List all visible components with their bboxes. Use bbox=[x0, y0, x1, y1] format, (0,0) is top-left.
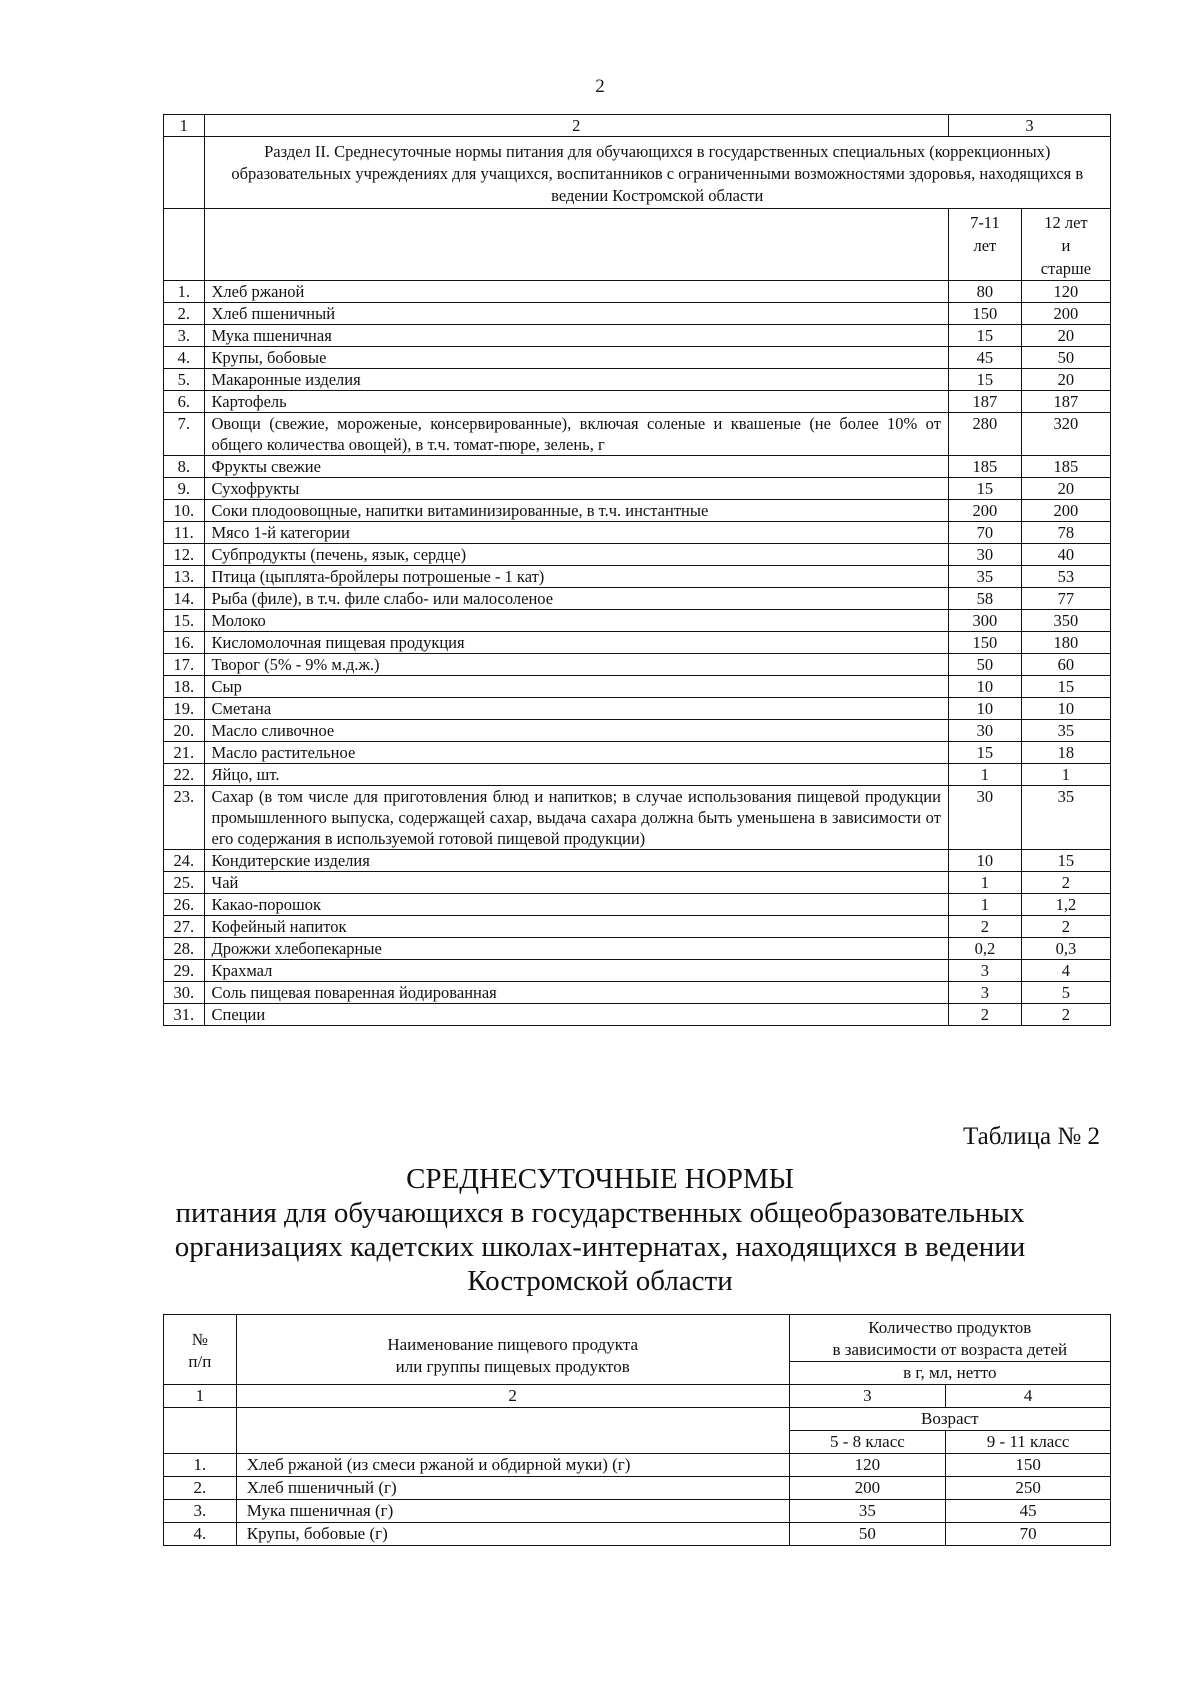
product-name: Творог (5% - 9% м.д.ж.) bbox=[204, 654, 948, 676]
age-5-8-header: 5 - 8 класс bbox=[789, 1431, 946, 1454]
row-number: 31. bbox=[164, 1004, 205, 1026]
age-12-plus-header bbox=[1021, 209, 1110, 281]
value-12-plus: 50 bbox=[1021, 347, 1110, 369]
table-row bbox=[164, 698, 1111, 720]
table-row bbox=[164, 894, 1111, 916]
product-name: Кондитерские изделия bbox=[204, 850, 948, 872]
row-number: 12. bbox=[164, 544, 205, 566]
value-7-11: 280 bbox=[948, 413, 1021, 456]
section-title: Раздел II. Среднесуточные нормы питания для обучающихся в государственных специальных (коррекционных) образовательных учреждениях для учащихся, воспитанников с ограниченными возможностями здоровья, находящихся в ведении Костромской области bbox=[204, 137, 1111, 209]
table-row bbox=[164, 938, 1111, 960]
value-7-11: 80 bbox=[948, 281, 1021, 303]
row-number: 11. bbox=[164, 522, 205, 544]
age-label-row bbox=[164, 1408, 1111, 1431]
row-number: 2. bbox=[164, 1477, 237, 1500]
name-header-line2: или группы пищевых продуктов bbox=[395, 1356, 630, 1376]
name-header-line1: Наименование пищевого продукта bbox=[387, 1334, 639, 1354]
col-number-4: 4 bbox=[946, 1385, 1111, 1408]
value-7-11: 45 bbox=[948, 347, 1021, 369]
value-12-plus: 35 bbox=[1021, 786, 1110, 850]
units-header: в г, мл, нетто bbox=[789, 1362, 1110, 1385]
age-7-11-header: 7-11 лет bbox=[948, 209, 1021, 281]
product-name: Макаронные изделия bbox=[204, 369, 948, 391]
table-row bbox=[164, 654, 1111, 676]
table-row bbox=[164, 676, 1111, 698]
table-row bbox=[164, 303, 1111, 325]
row-number: 1. bbox=[164, 1454, 237, 1477]
table-2-subtitle-line1: питания для обучающихся в государственных общеобразовательных bbox=[175, 1197, 1025, 1229]
row-number: 6. bbox=[164, 391, 205, 413]
row-number: 7. bbox=[164, 413, 205, 456]
table-row bbox=[164, 369, 1111, 391]
row-number: 5. bbox=[164, 369, 205, 391]
table-row bbox=[164, 1500, 1111, 1523]
product-name: Птица (цыплята-бройлеры потрошеные - 1 кат) bbox=[204, 566, 948, 588]
nutrition-norms-table-2 bbox=[163, 1314, 1111, 1546]
table-row bbox=[164, 960, 1111, 982]
table-row bbox=[164, 391, 1111, 413]
value-7-11: 1 bbox=[948, 894, 1021, 916]
table-2-label: Таблица № 2 bbox=[962, 1123, 1100, 1150]
value-7-11: 300 bbox=[948, 610, 1021, 632]
table-row bbox=[164, 413, 1111, 456]
product-name: Картофель bbox=[204, 391, 948, 413]
value-7-11: 15 bbox=[948, 369, 1021, 391]
table-row bbox=[164, 872, 1111, 894]
age-12-line3: старше bbox=[1040, 259, 1092, 278]
table-row bbox=[164, 632, 1111, 654]
row-number: 21. bbox=[164, 742, 205, 764]
value-7-11: 10 bbox=[948, 698, 1021, 720]
row-number: 8. bbox=[164, 456, 205, 478]
table-row bbox=[164, 1523, 1111, 1546]
age-label: Возраст bbox=[789, 1408, 1110, 1431]
value-7-11: 58 bbox=[948, 588, 1021, 610]
row-number: 9. bbox=[164, 478, 205, 500]
value-7-11: 2 bbox=[948, 916, 1021, 938]
product-name: Хлеб пшеничный bbox=[204, 303, 948, 325]
table-2-subtitle-line3: Костромской области bbox=[467, 1265, 733, 1297]
product-name: Сахар (в том числе для приготовления блюд и напитков; в случае использования пищевой продукции промышленного выпуска, содержащей сахар, выдача сахара должна быть уменьшена в зависимости от его содержания в используемой готовой пищевой продукции) bbox=[204, 786, 948, 850]
value-12-plus: 350 bbox=[1021, 610, 1110, 632]
value-7-11: 30 bbox=[948, 720, 1021, 742]
product-name: Хлеб ржаной (из смеси ржаной и обдирной муки) (г) bbox=[236, 1454, 789, 1477]
value-12-plus: 320 bbox=[1021, 413, 1110, 456]
value-7-11: 2 bbox=[948, 1004, 1021, 1026]
num-header bbox=[164, 1315, 237, 1385]
value-12-plus: 120 bbox=[1021, 281, 1110, 303]
product-name: Специи bbox=[204, 1004, 948, 1026]
table-row bbox=[164, 544, 1111, 566]
value-12-plus: 20 bbox=[1021, 369, 1110, 391]
product-name: Крупы, бобовые bbox=[204, 347, 948, 369]
row-number: 4. bbox=[164, 1523, 237, 1546]
value-12-plus: 10 bbox=[1021, 698, 1110, 720]
product-name: Соль пищевая поваренная йодированная bbox=[204, 982, 948, 1004]
table-row bbox=[164, 982, 1111, 1004]
section-title-row bbox=[164, 137, 1111, 209]
value-9-11: 250 bbox=[946, 1477, 1111, 1500]
value-12-plus: 200 bbox=[1021, 303, 1110, 325]
value-12-plus: 35 bbox=[1021, 720, 1110, 742]
col-number-1: 1 bbox=[164, 1385, 237, 1408]
value-7-11: 15 bbox=[948, 478, 1021, 500]
value-7-11: 10 bbox=[948, 676, 1021, 698]
row-number: 18. bbox=[164, 676, 205, 698]
row-number: 25. bbox=[164, 872, 205, 894]
value-7-11: 50 bbox=[948, 654, 1021, 676]
value-12-plus: 0,3 bbox=[1021, 938, 1110, 960]
value-7-11: 3 bbox=[948, 960, 1021, 982]
product-name: Крупы, бобовые (г) bbox=[236, 1523, 789, 1546]
row-number: 3. bbox=[164, 1500, 237, 1523]
table-row bbox=[164, 500, 1111, 522]
value-12-plus: 60 bbox=[1021, 654, 1110, 676]
quantity-header-line2: в зависимости от возраста детей bbox=[832, 1340, 1068, 1359]
table-row bbox=[164, 742, 1111, 764]
age-header-row bbox=[164, 209, 1111, 281]
value-12-plus: 1 bbox=[1021, 764, 1110, 786]
value-7-11: 187 bbox=[948, 391, 1021, 413]
table-row bbox=[164, 1004, 1111, 1026]
product-name: Фрукты свежие bbox=[204, 456, 948, 478]
row-number: 17. bbox=[164, 654, 205, 676]
value-12-plus: 180 bbox=[1021, 632, 1110, 654]
name-header bbox=[236, 1315, 789, 1385]
value-7-11: 200 bbox=[948, 500, 1021, 522]
quantity-header-line1: Количество продуктов bbox=[868, 1318, 1032, 1337]
row-number: 10. bbox=[164, 500, 205, 522]
value-7-11: 15 bbox=[948, 742, 1021, 764]
product-name: Субпродукты (печень, язык, сердце) bbox=[204, 544, 948, 566]
value-12-plus: 77 bbox=[1021, 588, 1110, 610]
table-row bbox=[164, 325, 1111, 347]
value-7-11: 30 bbox=[948, 544, 1021, 566]
col-number-row bbox=[164, 1385, 1111, 1408]
product-name: Молоко bbox=[204, 610, 948, 632]
age-12-line1: 12 лет bbox=[1044, 213, 1088, 232]
table-2-title: СРЕДНЕСУТОЧНЫЕ НОРМЫ bbox=[406, 1163, 794, 1195]
value-7-11: 30 bbox=[948, 786, 1021, 850]
row-number: 30. bbox=[164, 982, 205, 1004]
row-number: 19. bbox=[164, 698, 205, 720]
page-number: 2 bbox=[595, 76, 605, 97]
col-number-1: 1 bbox=[164, 115, 205, 137]
value-12-plus: 20 bbox=[1021, 478, 1110, 500]
value-5-8: 50 bbox=[789, 1523, 946, 1546]
product-name: Хлеб ржаной bbox=[204, 281, 948, 303]
table-row bbox=[164, 720, 1111, 742]
table-row bbox=[164, 1477, 1111, 1500]
value-7-11: 1 bbox=[948, 872, 1021, 894]
row-number: 14. bbox=[164, 588, 205, 610]
table-row bbox=[164, 764, 1111, 786]
value-12-plus: 4 bbox=[1021, 960, 1110, 982]
table-row bbox=[164, 478, 1111, 500]
value-12-plus: 2 bbox=[1021, 1004, 1110, 1026]
product-name: Сыр bbox=[204, 676, 948, 698]
row-number: 23. bbox=[164, 786, 205, 850]
table-row bbox=[164, 610, 1111, 632]
col-number-3: 3 bbox=[948, 115, 1110, 137]
value-7-11: 1 bbox=[948, 764, 1021, 786]
product-name: Яйцо, шт. bbox=[204, 764, 948, 786]
nutrition-norms-table-section-2 bbox=[163, 114, 1111, 1026]
num-header-line1: № bbox=[191, 1329, 208, 1349]
value-12-plus: 20 bbox=[1021, 325, 1110, 347]
table-row bbox=[164, 850, 1111, 872]
col-number-2: 2 bbox=[236, 1385, 789, 1408]
product-name: Хлеб пшеничный (г) bbox=[236, 1477, 789, 1500]
value-7-11: 70 bbox=[948, 522, 1021, 544]
value-12-plus: 15 bbox=[1021, 676, 1110, 698]
value-7-11: 150 bbox=[948, 632, 1021, 654]
value-9-11: 45 bbox=[946, 1500, 1111, 1523]
value-7-11: 150 bbox=[948, 303, 1021, 325]
value-12-plus: 5 bbox=[1021, 982, 1110, 1004]
row-number: 26. bbox=[164, 894, 205, 916]
product-name: Рыба (филе), в т.ч. филе слабо- или малосоленое bbox=[204, 588, 948, 610]
product-name: Сухофрукты bbox=[204, 478, 948, 500]
table-row bbox=[164, 522, 1111, 544]
value-7-11: 0,2 bbox=[948, 938, 1021, 960]
product-name: Масло сливочное bbox=[204, 720, 948, 742]
product-name: Масло растительное bbox=[204, 742, 948, 764]
product-name: Чай bbox=[204, 872, 948, 894]
value-12-plus: 1,2 bbox=[1021, 894, 1110, 916]
table-row bbox=[164, 456, 1111, 478]
product-name: Мясо 1-й категории bbox=[204, 522, 948, 544]
value-5-8: 35 bbox=[789, 1500, 946, 1523]
product-name: Какао-порошок bbox=[204, 894, 948, 916]
product-name: Крахмал bbox=[204, 960, 948, 982]
product-name: Мука пшеничная (г) bbox=[236, 1500, 789, 1523]
row-number: 1. bbox=[164, 281, 205, 303]
product-name: Сметана bbox=[204, 698, 948, 720]
row-number: 22. bbox=[164, 764, 205, 786]
value-12-plus: 40 bbox=[1021, 544, 1110, 566]
product-name: Дрожжи хлебопекарные bbox=[204, 938, 948, 960]
value-12-plus: 200 bbox=[1021, 500, 1110, 522]
row-number: 2. bbox=[164, 303, 205, 325]
num-header-line2: п/п bbox=[188, 1351, 212, 1371]
table-row bbox=[164, 566, 1111, 588]
value-7-11: 3 bbox=[948, 982, 1021, 1004]
value-12-plus: 78 bbox=[1021, 522, 1110, 544]
value-7-11: 185 bbox=[948, 456, 1021, 478]
row-number: 20. bbox=[164, 720, 205, 742]
value-12-plus: 15 bbox=[1021, 850, 1110, 872]
value-12-plus: 18 bbox=[1021, 742, 1110, 764]
value-7-11: 15 bbox=[948, 325, 1021, 347]
table-row bbox=[164, 1454, 1111, 1477]
product-name: Овощи (свежие, мороженые, консервированные), включая соленые и квашеные (не более 10% от общего количества овощей), в т.ч. томат-пюре, зелень, г bbox=[204, 413, 948, 456]
value-12-plus: 2 bbox=[1021, 916, 1110, 938]
row-number: 4. bbox=[164, 347, 205, 369]
row-number: 13. bbox=[164, 566, 205, 588]
row-number: 29. bbox=[164, 960, 205, 982]
table-2-title-block bbox=[0, 1120, 1200, 1298]
quantity-header bbox=[789, 1315, 1110, 1362]
table-row bbox=[164, 347, 1111, 369]
value-7-11: 10 bbox=[948, 850, 1021, 872]
col-number-2: 2 bbox=[204, 115, 948, 137]
product-name: Кофейный напиток bbox=[204, 916, 948, 938]
product-name: Мука пшеничная bbox=[204, 325, 948, 347]
value-9-11: 70 bbox=[946, 1523, 1111, 1546]
product-name: Соки плодоовощные, напитки витаминизированные, в т.ч. инстантные bbox=[204, 500, 948, 522]
table-2-header-row bbox=[164, 1315, 1111, 1362]
age-12-line2: и bbox=[1061, 236, 1071, 255]
table-row bbox=[164, 281, 1111, 303]
value-12-plus: 185 bbox=[1021, 456, 1110, 478]
value-5-8: 120 bbox=[789, 1454, 946, 1477]
table-2-subtitle-line2: организациях кадетских школах-интернатах, находящихся в ведении bbox=[174, 1231, 1026, 1263]
row-number: 28. bbox=[164, 938, 205, 960]
table-row bbox=[164, 916, 1111, 938]
value-12-plus: 187 bbox=[1021, 391, 1110, 413]
value-9-11: 150 bbox=[946, 1454, 1111, 1477]
value-12-plus: 53 bbox=[1021, 566, 1110, 588]
age-9-11-header: 9 - 11 класс bbox=[946, 1431, 1111, 1454]
value-5-8: 200 bbox=[789, 1477, 946, 1500]
col-number-3: 3 bbox=[789, 1385, 946, 1408]
row-number: 15. bbox=[164, 610, 205, 632]
row-number: 24. bbox=[164, 850, 205, 872]
row-number: 27. bbox=[164, 916, 205, 938]
value-12-plus: 2 bbox=[1021, 872, 1110, 894]
table-row bbox=[164, 786, 1111, 850]
table-row bbox=[164, 588, 1111, 610]
table-header-row bbox=[164, 115, 1111, 137]
row-number: 16. bbox=[164, 632, 205, 654]
product-name: Кисломолочная пищевая продукция bbox=[204, 632, 948, 654]
value-7-11: 35 bbox=[948, 566, 1021, 588]
row-number: 3. bbox=[164, 325, 205, 347]
